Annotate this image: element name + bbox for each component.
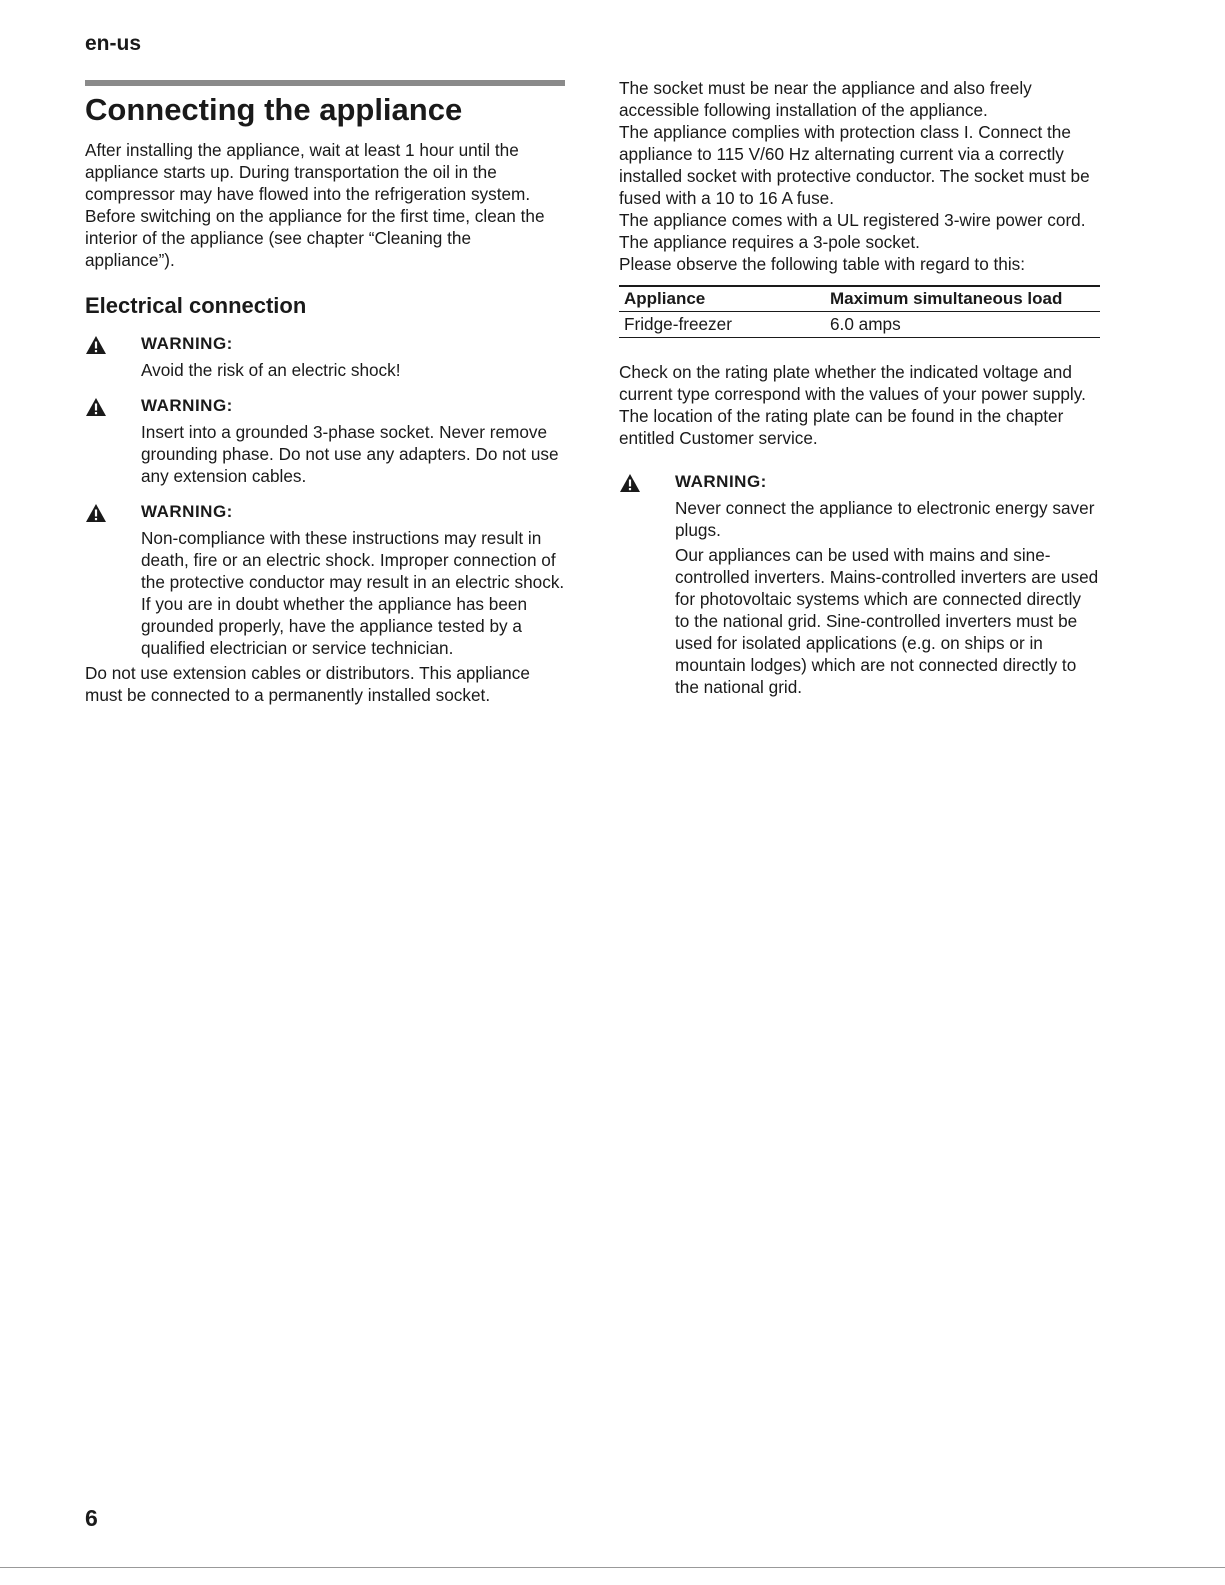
page-title: Connecting the appliance [85,92,463,127]
warning-block [619,471,1100,698]
body-paragraph: The socket must be near the appliance and also freely accessible following installation of the appliance. [619,78,1032,120]
bottom-rule [0,1567,1225,1568]
warning-triangle-icon [85,333,141,381]
page-number: 6 [85,1505,98,1531]
warning-text: Avoid the risk of an electric shock! [141,360,401,380]
section-rule [85,80,565,86]
left-column [85,80,565,706]
load-table [619,285,1100,338]
closing-paragraph: Do not use extension cables or distributors. This appliance must be connected to a permanently installed socket. [85,663,530,705]
section-subtitle: Electrical connection [85,293,307,318]
warning-title: WARNING: [141,396,233,415]
table-header-appliance: Appliance [619,286,825,312]
warning-title: WARNING: [141,334,233,353]
warning-text: Never connect the appliance to electronic energy saver plugs. [675,498,1095,540]
warning-block [85,501,565,659]
body-paragraph: Please observe the following table with regard to this: [619,254,1026,274]
warning-block [85,333,565,381]
warning-text: Insert into a grounded 3-phase socket. Never remove grounding phase. Do not use any adapters. Do not use any extension cables. [141,422,559,486]
body-paragraph: The appliance comes with a UL registered 3-wire power cord. The appliance requires a 3-pole socket. [619,210,1086,252]
warning-title: WARNING: [141,502,233,521]
warning-triangle-icon [619,471,675,698]
warning-title: WARNING: [675,472,767,491]
warning-text: Our appliances can be used with mains and sine-controlled inverters. Mains-controlled inverters are used for photovoltaic systems which are connected directly to the national grid. Sine-controlled inverters must be used for isolated applications (e.g. on ships or in mountain lodges) which are not connected directly to the national grid. [675,545,1099,697]
body-paragraph: Check on the rating plate whether the indicated voltage and current type correspond with the values of your power supply. The location of the rating plate can be found in the chapter entitled Customer service. [619,362,1086,448]
right-column [619,77,1100,712]
warning-block [85,395,565,487]
table-cell: 6.0 amps [825,312,1100,338]
warning-triangle-icon [85,501,141,659]
warning-triangle-icon [85,395,141,487]
table-header-load: Maximum simultaneous load [825,286,1100,312]
warning-text: Non-compliance with these instructions may result in death, fire or an electric shock. Improper connection of the protective conductor may result in an electric shock. If you are in doubt whether the appliance has been grounded properly, have the appliance tested by a qualified electrician or service technician. [141,528,565,658]
intro-paragraph: Before switching on the appliance for the first time, clean the interior of the appliance (see chapter “Cleaning the appliance”). [85,206,545,270]
intro-paragraph: After installing the appliance, wait at least 1 hour until the appliance starts up. During transportation the oil in the compressor may have flowed into the refrigeration system. [85,140,531,204]
language-code: en-us [85,32,142,55]
table-row [619,312,1100,338]
body-paragraph: The appliance complies with protection class I. Connect the appliance to 115 V/60 Hz alternating current via a correctly installed socket with protective conductor. The socket must be fused with a 10 to 16 A fuse. [619,122,1090,208]
table-cell: Fridge-freezer [619,312,825,338]
table-header-row [619,286,1100,312]
